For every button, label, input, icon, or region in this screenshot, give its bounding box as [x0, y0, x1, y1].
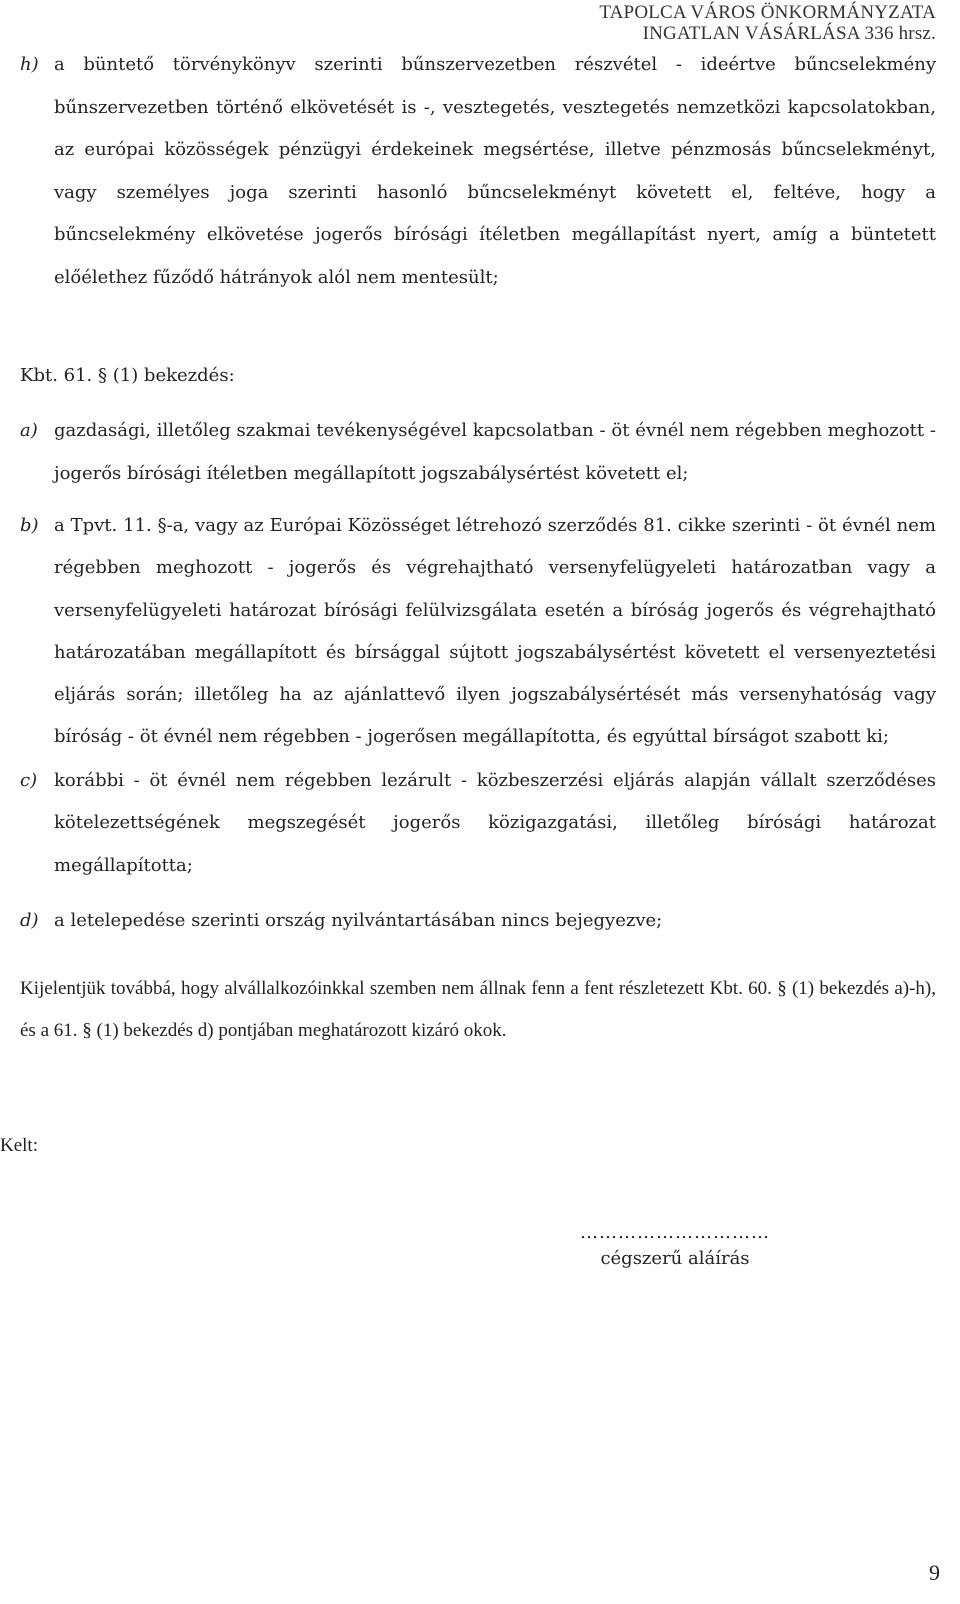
list-item-d [20, 900, 936, 942]
signature-line: ………………………… [580, 1222, 770, 1243]
list-item-text: a Tpvt. 11. §-a, vagy az Európai Közösséget létrehozó szerződés 81. cikke szerinti - öt évnél nem régebben meghozott - jogerős és végrehajtható versenyfelügyeleti határozatban vagy a versenyfelügyeleti határozat bírósági felülvizsgálata esetén a bíróság jogerős és végrehajtható határozatában megállapított és bírsággal sújtott jogszabálysértést követett el versenyeztetési eljárás során; illetőleg ha az ajánlattevő ilyen jogszabálysértését más versenyhatóság vagy bíróság - öt évnél nem régebben - jogerősen megállapította, és egyúttal bírságot szabott ki; [54, 515, 936, 748]
list-item-b [20, 505, 936, 759]
list-item-text: gazdasági, illetőleg szakmai tevékenységével kapcsolatban - öt évnél nem régebben meghozott - jogerős bírósági ítéletben megállapított jogszabálysértést követett el; [54, 420, 936, 484]
page-header [599, 2, 936, 44]
list-item-c [20, 760, 936, 887]
date-label: Kelt: [0, 1135, 38, 1156]
declaration-paragraph: Kijelentjük továbbá, hogy alvállalkozóinkkal szemben nem állnak fenn a fent részletezett Kbt. 60. § (1) bekezdés a)-h), és a 61. § (1) bekezdés d) pontjában meghatározott kizáró okok. [20, 978, 936, 1041]
list-item-text: a büntető törvénykönyv szerinti bűnszervezetben részvétel - ideértve bűncselekmény bűnszervezetben történő elkövetését is -, vesztegetés, vesztegetés nemzetközi kapcsolatokban, az európai közösségek pénzügyi érdekeinek megsértése, illetve pénzmosás bűncselekményt, vagy személyes joga szerinti hasonló bűncselekményt követett el, feltéve, hogy a bűncselekmény elkövetése jogerős bírósági ítéletben megállapítást nyert, amíg a büntetett előélethez fűződő hátrányok alól nem mentesült; [54, 54, 936, 288]
list-item-h [20, 44, 936, 299]
header-subtitle: INGATLAN VÁSÁRLÁSA 336 hrsz. [642, 23, 936, 44]
list-marker: h) [20, 54, 39, 75]
section-heading: Kbt. 61. § (1) bekezdés: [20, 365, 235, 386]
list-item-text: a letelepedése szerinti ország nyilvántartásában nincs bejegyezve; [54, 910, 663, 931]
list-marker: d) [20, 910, 39, 931]
page-number: 9 [929, 1560, 940, 1585]
signature-label: cégszerű aláírás [600, 1248, 750, 1269]
signature-block [520, 1220, 830, 1272]
header-title: TAPOLCA VÁROS ÖNKORMÁNYZATA [599, 2, 936, 23]
list-marker: a) [20, 420, 38, 441]
list-marker: b) [20, 515, 39, 536]
list-marker: c) [20, 770, 38, 791]
list-item-text: korábbi - öt évnél nem régebben lezárult - közbeszerzési eljárás alapján vállalt szerződéses kötelezettségének megszegését jogerős közigazgatási, illetőleg bírósági határozat megállapította; [54, 770, 936, 876]
list-item-a [20, 410, 936, 495]
